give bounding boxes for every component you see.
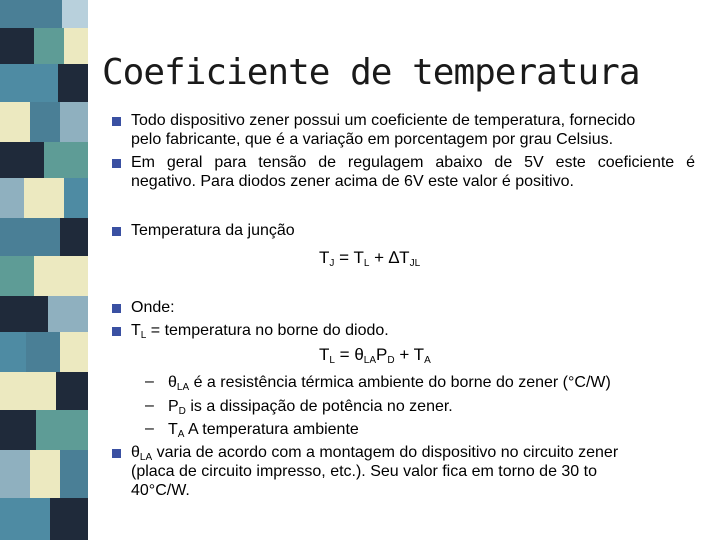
sub-bullet-dash: –	[145, 397, 154, 414]
decorative-color-strip	[0, 0, 90, 540]
bullet-text: Onde:	[131, 299, 175, 316]
bullet-text: Todo dispositivo zener possui um coeficiente de temperatura, fornecido	[131, 112, 636, 129]
bullet-text: negativo. Para diodos zener acima de 6V este valor é positivo.	[131, 173, 574, 190]
bullet-square-icon	[112, 327, 121, 336]
bullet-text: Temperatura da junção	[131, 222, 295, 239]
bullet-text: (placa de circuito impresso, etc.). Seu valor fica em torno de 30 to	[131, 463, 597, 480]
sub-bullet-text: $T_A$ A temperatura ambiente	[168, 421, 359, 440]
bullet-text: Em geral para tensão de regulagem abaixo de 5V este coeficiente é	[131, 154, 695, 171]
sub-bullet-dash: –	[145, 420, 154, 437]
bullet-text: $\theta_{LA}$ varia de acordo com a montagem do dispositivo no circuito zener	[131, 444, 619, 463]
sub-bullet-text: $P_D$ is a dissipação de potência no zener.	[168, 398, 453, 417]
bullet-text: 40°C/W.	[131, 482, 190, 499]
bullet-square-icon	[112, 449, 121, 458]
bullet-text: pelo fabricante, que é a variação em porcentagem por grau Celsius.	[131, 131, 614, 148]
sub-bullet-dash: –	[145, 373, 154, 390]
junction-temperature-equation: $T_J = T_L + \Delta T_{JL}$	[319, 248, 421, 269]
bullet-text: $T_L$ = temperatura no borne do diodo.	[131, 322, 389, 341]
bullet-square-icon	[112, 117, 121, 126]
borne-temperature-equation: $T_L = \theta_{LA}P_D + T_A$	[319, 345, 431, 366]
bullet-square-icon	[112, 159, 121, 168]
bullet-square-icon	[112, 304, 121, 313]
bullet-square-icon	[112, 227, 121, 236]
sub-bullet-text: $\theta_{LA}$ é a resistência térmica ambiente do borne do zener (°C/W)	[168, 374, 611, 393]
slide-title: Coeficiente de temperatura	[102, 52, 640, 93]
